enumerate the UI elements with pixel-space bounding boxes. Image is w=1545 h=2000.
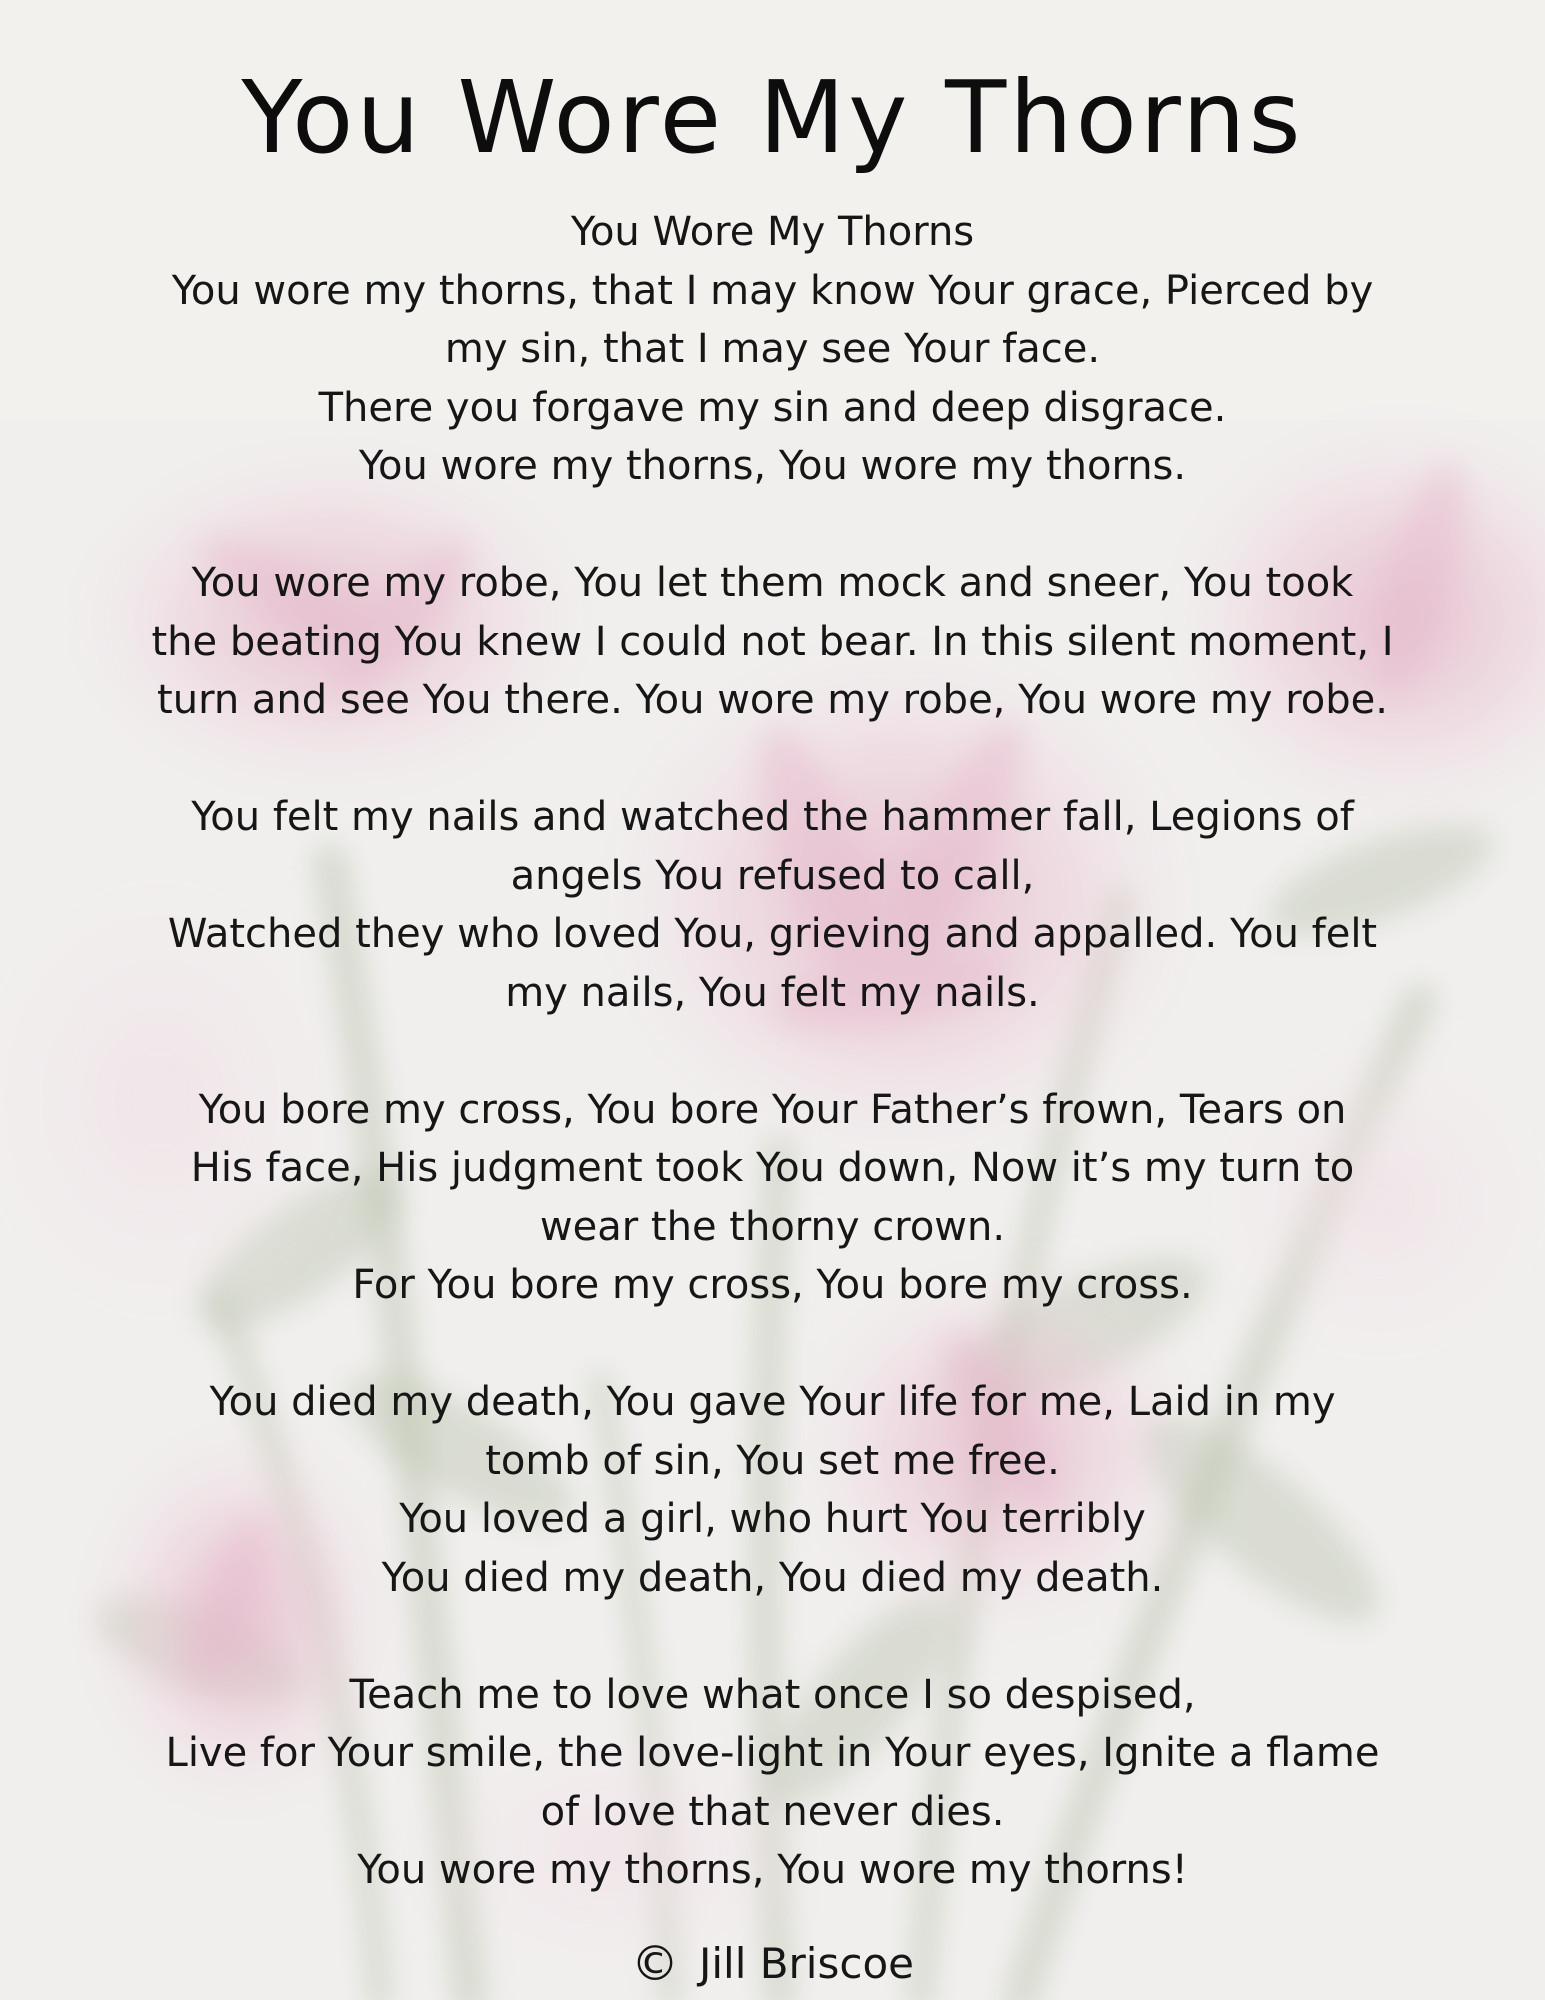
poem-line: You wore my thorns, You wore my thorns!	[357, 1847, 1188, 1893]
poem-line: You wore my robe, You let them mock and sneer, You took	[191, 560, 1354, 606]
poem-line: turn and see You there. You wore my robe, You wore my robe.	[157, 677, 1388, 723]
poem-line: You wore my thorns, that I may know Your grace, Pierced by	[171, 267, 1374, 314]
poem-line: my sin, that I may see Your face.	[444, 326, 1101, 372]
poem-line: You Wore My Thorns	[570, 209, 975, 255]
author-name: Jill Briscoe	[698, 1939, 914, 1988]
stanza-3	[110, 788, 1435, 1022]
poem-line: You bore my cross, You bore Your Father’s frown, Tears on	[198, 1086, 1347, 1133]
poem-line: You loved a girl, who hurt You terribly	[399, 1496, 1146, 1542]
poem-line: Watched they who loved You, grieving and appalled. You felt	[167, 911, 1378, 957]
stanza-6	[110, 1666, 1435, 1900]
poem-line: wear the thorny crown.	[539, 1203, 1006, 1250]
poem-line: His face, His judgment took You down, Now it’s my turn to	[190, 1145, 1355, 1191]
poem-body	[110, 203, 1435, 1900]
poem-line: of love that never dies.	[540, 1788, 1005, 1835]
poem-line: For You bore my cross, You bore my cross.	[352, 1262, 1193, 1308]
poem-line: There you forgave my sin and deep disgrace.	[318, 384, 1227, 431]
author-credit	[0, 1935, 1545, 1993]
poem-line: tomb of sin, You set me free.	[485, 1437, 1060, 1484]
stanza-4	[110, 1081, 1435, 1315]
stanza-5	[110, 1373, 1435, 1607]
poem-line: Teach me to love what once I so despised,	[349, 1671, 1196, 1718]
poem-line: You died my death, You gave Your life for me, Laid in my	[209, 1379, 1336, 1425]
poem-line: my nails, You felt my nails.	[505, 969, 1040, 1016]
copyright-icon: ©	[630, 1936, 679, 1992]
poem-line: You died my death, You died my death.	[381, 1554, 1164, 1601]
stanza-2	[110, 554, 1435, 730]
page-title: You Wore My Thorns	[241, 59, 1304, 176]
poem-line: angels You refused to call,	[510, 852, 1035, 899]
poem-line: You wore my thorns, You wore my thorns.	[358, 443, 1187, 489]
poem-line: You felt my nails and watched the hammer fall, Legions of	[191, 794, 1354, 840]
poem-line: Live for Your smile, the love-light in Your eyes, Ignite a flame	[165, 1730, 1380, 1776]
poem-line: the beating You knew I could not bear. In this silent moment, I	[151, 618, 1394, 665]
stanza-1	[110, 203, 1435, 496]
